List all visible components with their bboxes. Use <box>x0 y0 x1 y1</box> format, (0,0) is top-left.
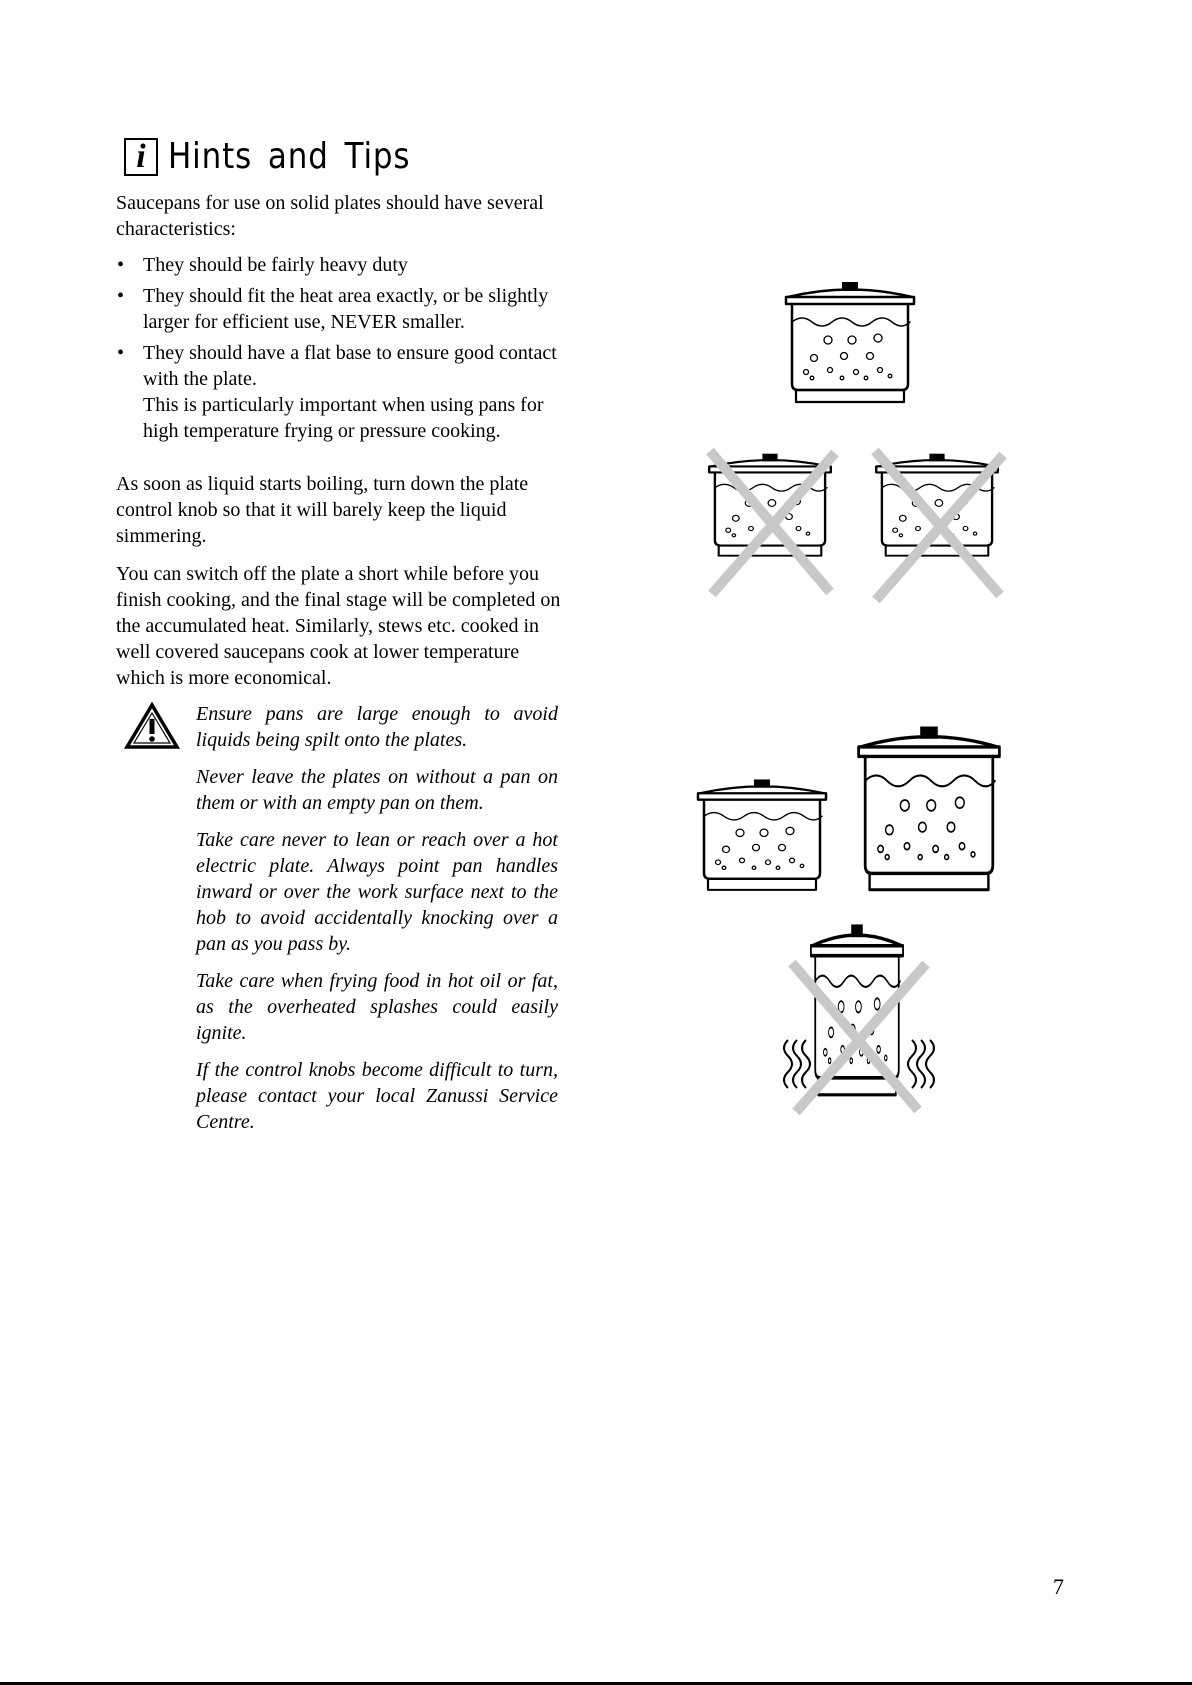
list-item-note: This is particularly important when using pans for high temperature frying or pressure cooking. <box>143 394 544 442</box>
matching-pan-small-icon <box>698 779 826 889</box>
intro-text: Saucepans for use on solid plates should have several characteristics: <box>116 192 544 240</box>
page-number: 7 <box>1053 1574 1064 1599</box>
caution-text: Never leave the plates on without a pan on them or with an empty pan on them. <box>196 766 558 814</box>
caution-text: Take care never to lean or reach over a hot electric plate. Always point pan handles inward or over the work surface next to the hob to avoid accidentally knocking over a pan as you pass by. <box>196 829 558 955</box>
caution-text: Take care when frying food in hot oil or fat, as the overheated splashes could easily ignite. <box>196 970 558 1044</box>
bullet-marker: • <box>117 254 125 276</box>
small-pan-wrong-icon <box>709 451 835 594</box>
uneven-base-wrong-icon <box>875 451 1003 600</box>
paragraph-text: You can switch off the plate a short while before you finish cooking, and the final stage will be completed on the accumulated heat. Similarly, stews etc. cooked in well covered saucepans cook at lower temperature which is more economical. <box>116 563 561 689</box>
caution-text: Ensure pans are large enough to avoid liquids being spilt onto the plates. <box>196 703 558 751</box>
tall-pan-wrong-icon <box>784 924 934 1112</box>
bullet-marker: • <box>117 285 125 307</box>
correct-pan-icon <box>786 282 914 402</box>
list-item-text: They should fit the heat area exactly, or be slightly larger for efficient use, NEVER smaller. <box>143 285 549 333</box>
list-item-text: They should have a flat base to ensure good contact with the plate. <box>143 342 557 390</box>
caution-text: If the control knobs become difficult to turn, please contact your local Zanussi Service Centre. <box>196 1059 558 1133</box>
page-title: Hints and Tips <box>168 136 411 177</box>
list-item-text: They should be fairly heavy duty <box>143 254 408 276</box>
matching-pan-large-icon <box>859 727 1000 890</box>
paragraph-text: As soon as liquid starts boiling, turn down the plate control knob so that it will barely keep the liquid simmering. <box>116 473 529 547</box>
bullet-marker: • <box>117 342 125 364</box>
info-icon: i <box>124 138 158 176</box>
